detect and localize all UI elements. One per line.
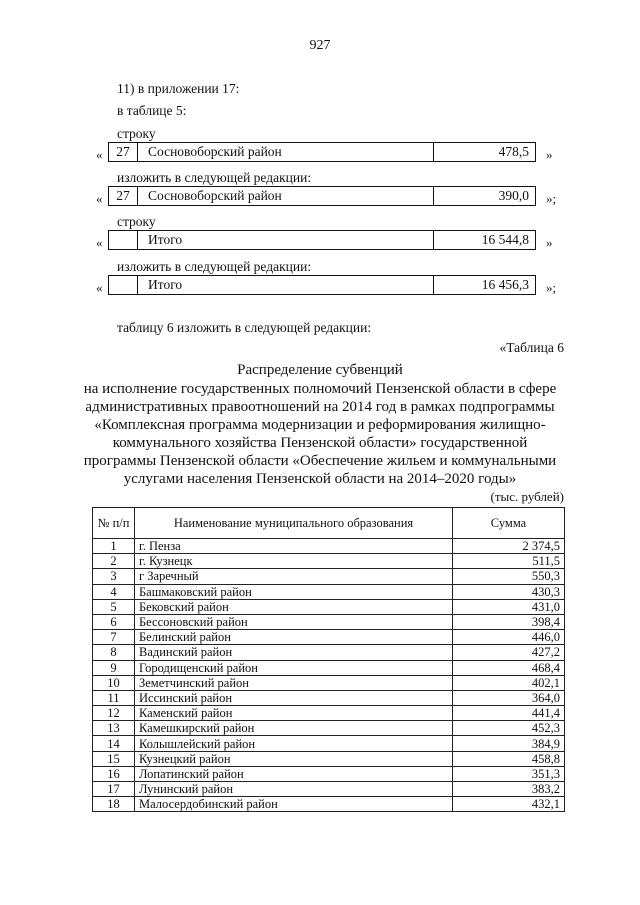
cell-name: Малосердобинский район xyxy=(135,797,453,812)
title-line: Распределение субвенций xyxy=(237,362,403,378)
title-line: административных правоотношений на 2014 год в рамках подпрограммы xyxy=(85,399,555,415)
row-number xyxy=(109,231,138,249)
cell-name: Белинский район xyxy=(135,630,453,645)
subsidy-table xyxy=(92,507,565,812)
row-box xyxy=(108,230,536,250)
table-row xyxy=(93,751,565,766)
table-row xyxy=(93,554,565,569)
cell-name: г Заречный xyxy=(135,569,453,584)
cell-name: Земетчинский район xyxy=(135,675,453,690)
block-label: изложить в следующей редакции: xyxy=(117,259,312,274)
title-line: «Комплексная программа модернизации и реформирования жилищно- xyxy=(94,417,546,433)
cell-sum: 432,1 xyxy=(453,797,565,812)
row-box xyxy=(108,275,536,295)
table6-label: «Таблица 6 xyxy=(499,340,564,355)
cell-sum: 550,3 xyxy=(453,569,565,584)
cell-sum: 458,8 xyxy=(453,751,565,766)
header-name: Наименование муниципального образования xyxy=(135,508,453,539)
cell-name: Камешкирский район xyxy=(135,721,453,736)
table-row xyxy=(93,569,565,584)
cell-number: 12 xyxy=(93,706,135,721)
item-line: 11) в приложении 17: xyxy=(117,81,240,96)
replacement-row xyxy=(96,275,564,295)
table-row xyxy=(93,675,565,690)
cell-number: 1 xyxy=(93,539,135,554)
cell-sum: 441,4 xyxy=(453,706,565,721)
cell-number: 2 xyxy=(93,554,135,569)
cell-sum: 384,9 xyxy=(453,736,565,751)
quote-open: « xyxy=(96,147,103,162)
cell-name: Иссинский район xyxy=(135,690,453,705)
table-row xyxy=(93,690,565,705)
cell-name: Каменский район xyxy=(135,706,453,721)
cell-sum: 446,0 xyxy=(453,630,565,645)
cell-number: 17 xyxy=(93,782,135,797)
title-line: коммунального хозяйства Пензенской области» государственной xyxy=(112,435,528,451)
quote-close: »; xyxy=(546,191,557,206)
table-row xyxy=(93,797,565,812)
cell-name: Башмаковский район xyxy=(135,584,453,599)
units-label: (тыс. рублей) xyxy=(490,489,564,504)
cell-number: 9 xyxy=(93,660,135,675)
table-row xyxy=(93,599,565,614)
cell-name: Кузнецкий район xyxy=(135,751,453,766)
cell-sum: 468,4 xyxy=(453,660,565,675)
table-row xyxy=(93,782,565,797)
replacement-row xyxy=(96,186,564,206)
cell-sum: 430,3 xyxy=(453,584,565,599)
row-value: 16 456,3 xyxy=(481,277,529,292)
row-name: Сосновоборский район xyxy=(138,187,434,205)
cell-number: 18 xyxy=(93,797,135,812)
table-row xyxy=(93,539,565,554)
cell-name: Лунинский район xyxy=(135,782,453,797)
cell-sum: 2 374,5 xyxy=(453,539,565,554)
table-row xyxy=(93,721,565,736)
table-header-row xyxy=(93,508,565,539)
cell-number: 11 xyxy=(93,690,135,705)
title-line: на исполнение государственных полномочий Пензенской области в сфере xyxy=(83,381,557,397)
header-number: № п/п xyxy=(93,508,135,539)
cell-name: г. Кузнецк xyxy=(135,554,453,569)
quote-open: « xyxy=(96,235,103,250)
row-name: Сосновоборский район xyxy=(138,143,434,161)
row-value: 390,0 xyxy=(498,188,529,203)
cell-number: 7 xyxy=(93,630,135,645)
table-row xyxy=(93,766,565,781)
cell-number: 13 xyxy=(93,721,135,736)
cell-sum: 402,1 xyxy=(453,675,565,690)
row-value: 478,5 xyxy=(498,144,529,159)
title-line: услугами населения Пензенской области на 2014–2020 годы» xyxy=(123,471,517,487)
replacement-row xyxy=(96,230,564,250)
cell-number: 6 xyxy=(93,614,135,629)
header-sum: Сумма xyxy=(453,508,565,539)
quote-open: « xyxy=(96,191,103,206)
cell-number: 4 xyxy=(93,584,135,599)
table-row xyxy=(93,645,565,660)
cell-name: Бессоновский район xyxy=(135,614,453,629)
cell-number: 8 xyxy=(93,645,135,660)
table-row xyxy=(93,706,565,721)
cell-sum: 351,3 xyxy=(453,766,565,781)
cell-number: 3 xyxy=(93,569,135,584)
title-line: программы Пензенской области «Обеспечение жильем и коммунальными xyxy=(83,453,557,469)
table-row xyxy=(93,736,565,751)
cell-sum: 364,0 xyxy=(453,690,565,705)
cell-sum: 398,4 xyxy=(453,614,565,629)
cell-number: 15 xyxy=(93,751,135,766)
quote-close: »; xyxy=(546,280,557,295)
cell-name: Бековский район xyxy=(135,599,453,614)
row-number: 27 xyxy=(109,187,138,205)
page-number: 927 xyxy=(309,38,331,53)
table-row xyxy=(93,584,565,599)
table-row xyxy=(93,660,565,675)
block-label: строку xyxy=(117,214,156,229)
quote-open: « xyxy=(96,280,103,295)
cell-name: Лопатинский район xyxy=(135,766,453,781)
cell-number: 10 xyxy=(93,675,135,690)
cell-sum: 452,3 xyxy=(453,721,565,736)
cell-number: 14 xyxy=(93,736,135,751)
row-value: 16 544,8 xyxy=(481,232,529,247)
cell-number: 5 xyxy=(93,599,135,614)
cell-sum: 431,0 xyxy=(453,599,565,614)
row-box xyxy=(108,142,536,162)
replacement-row xyxy=(96,142,564,162)
cell-number: 16 xyxy=(93,766,135,781)
cell-name: Городищенский район xyxy=(135,660,453,675)
table-row xyxy=(93,614,565,629)
row-name: Итого xyxy=(138,276,434,294)
quote-close: » xyxy=(546,147,553,162)
cell-name: Вадинский район xyxy=(135,645,453,660)
cell-sum: 427,2 xyxy=(453,645,565,660)
quote-close: » xyxy=(546,235,553,250)
table-row xyxy=(93,630,565,645)
cell-name: г. Пенза xyxy=(135,539,453,554)
table5-line: в таблице 5: xyxy=(117,103,187,118)
row-number xyxy=(109,276,138,294)
cell-name: Колышлейский район xyxy=(135,736,453,751)
table6-instruction: таблицу 6 изложить в следующей редакции: xyxy=(117,320,372,335)
row-box xyxy=(108,186,536,206)
block-label: изложить в следующей редакции: xyxy=(117,170,312,185)
row-name: Итого xyxy=(138,231,434,249)
block-label: строку xyxy=(117,126,156,141)
cell-sum: 511,5 xyxy=(453,554,565,569)
cell-sum: 383,2 xyxy=(453,782,565,797)
row-number: 27 xyxy=(109,143,138,161)
